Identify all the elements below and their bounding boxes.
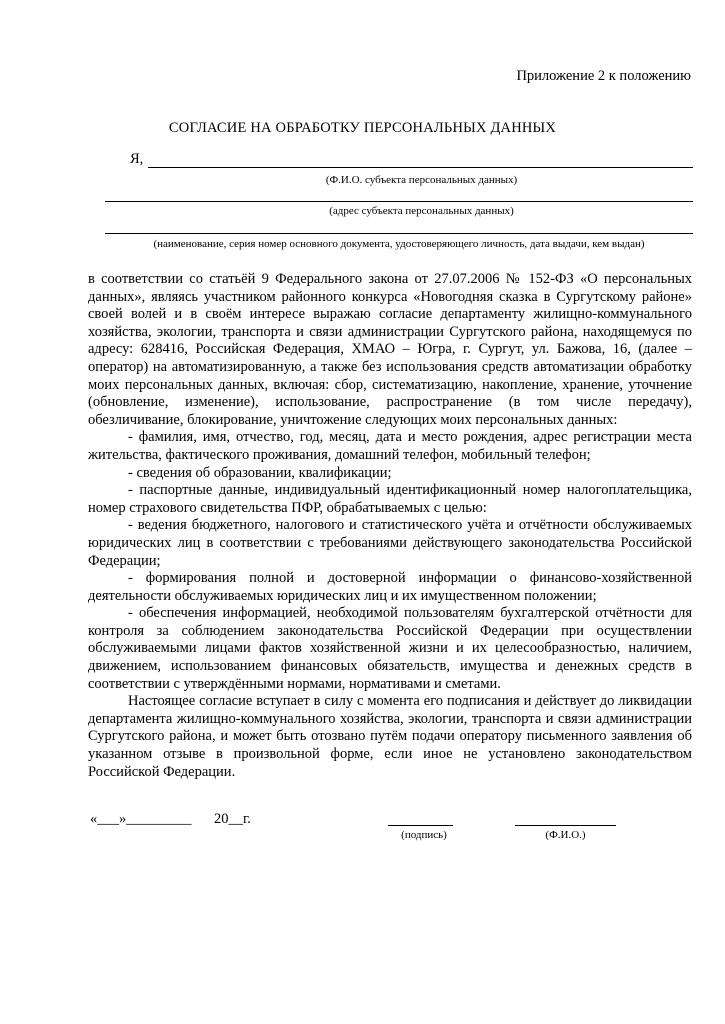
fio-input-line bbox=[148, 167, 693, 168]
document-hint: (наименование, серия номер основного документа, удостоверяющего личность, дата выдачи, кем выдан) bbox=[153, 238, 645, 250]
address-hint: (адрес субъекта персональных данных) bbox=[329, 205, 514, 217]
purpose-item-1: - ведения бюджетного, налогового и статистического учёта и отчётности обслуживаемых юридических лиц в соответствии с требованиями действующего законодательства Российской Федерации; bbox=[88, 517, 692, 569]
fio-hint: (Ф.И.О. субъекта персональных данных) bbox=[325, 174, 518, 186]
annex-label: Приложение 2 к положению bbox=[516, 68, 691, 84]
fio-field bbox=[130, 150, 693, 170]
signature-caption: (подпись) bbox=[401, 829, 447, 841]
data-item-1: - фамилия, имя, отчество, год, месяц, дата и место рождения, адрес регистрации места жительства, фактического проживания, домашний телефон, мобильный телефон; bbox=[88, 429, 692, 463]
signature-date: «___»_________ bbox=[90, 811, 192, 827]
consent-validity: Настоящее согласие вступает в силу с момента его подписания и действует до ликвидации департамента жилищно-коммунального хозяйства, экологии, транспорта и связи администрации Сургутского района, и может быть отозвано путём подачи оператору письменного заявления об указанном отзыве в произвольной форме, если иное не установлено законодательством Российской Федерации. bbox=[88, 693, 692, 780]
data-item-3: - паспортные данные, индивидуальный идентификационный номер налогоплательщика, номер страхового свидетельства ПФР, обрабатываемых с целью: bbox=[88, 482, 692, 516]
document-input-line bbox=[105, 233, 693, 234]
signature-year: 20__г. bbox=[214, 811, 251, 827]
purpose-item-3: - обеспечения информацией, необходимой пользователям бухгалтерской отчётности для контроля за соблюдением законодательства Российской Федерации при осуществлении обслуживаемыми лицами фактов хозяйственной жизни и их целесообразностью, наличием, движением, использованием финансовых обязательств, имущества и денежных средств в соответствии с утверждёнными нормами, нормативами и сметами. bbox=[88, 605, 692, 692]
signature-fio-line bbox=[515, 825, 616, 826]
signature-line bbox=[388, 825, 453, 826]
purpose-item-2: - формирования полной и достоверной информации о финансово-хозяйственной деятельности обслуживаемых юридических лиц и их имущественном положении; bbox=[88, 570, 692, 604]
address-input-line bbox=[105, 201, 693, 202]
signature-fio-caption: (Ф.И.О.) bbox=[545, 829, 586, 841]
data-item-2: - сведения об образовании, квалификации; bbox=[128, 464, 392, 481]
consent-intro: в соответствии со статьёй 9 Федерального закона от 27.07.2006 № 152-ФЗ «О персональных данных», являясь участником районного конкурса «Новогодняя сказка в Сургутскому районе» своей волей и в своём интересе выражаю согласие департаменту жилищно-коммунального хозяйства, экологии, транспорта и связи администрации Сургутского района, находящемуся по адресу: 628416, Российская Федерация, ХМАО – Югра, г. Сургут, ул. Бажова, 16, (далее – оператор) на автоматизированную, а также без использования средств автоматизации обработку моих персональных данных, включая: сбор, систематизацию, накопление, хранение, уточнение (обновление, изменение), использование, распространение (в том числе передачу), обезличивание, блокирование, уничтожение следующих моих персональных данных: bbox=[88, 271, 692, 428]
ya-label: Я, bbox=[130, 151, 144, 167]
document-title: СОГЛАСИЕ НА ОБРАБОТКУ ПЕРСОНАЛЬНЫХ ДАННЫХ bbox=[168, 120, 557, 136]
consent-body bbox=[88, 271, 692, 781]
